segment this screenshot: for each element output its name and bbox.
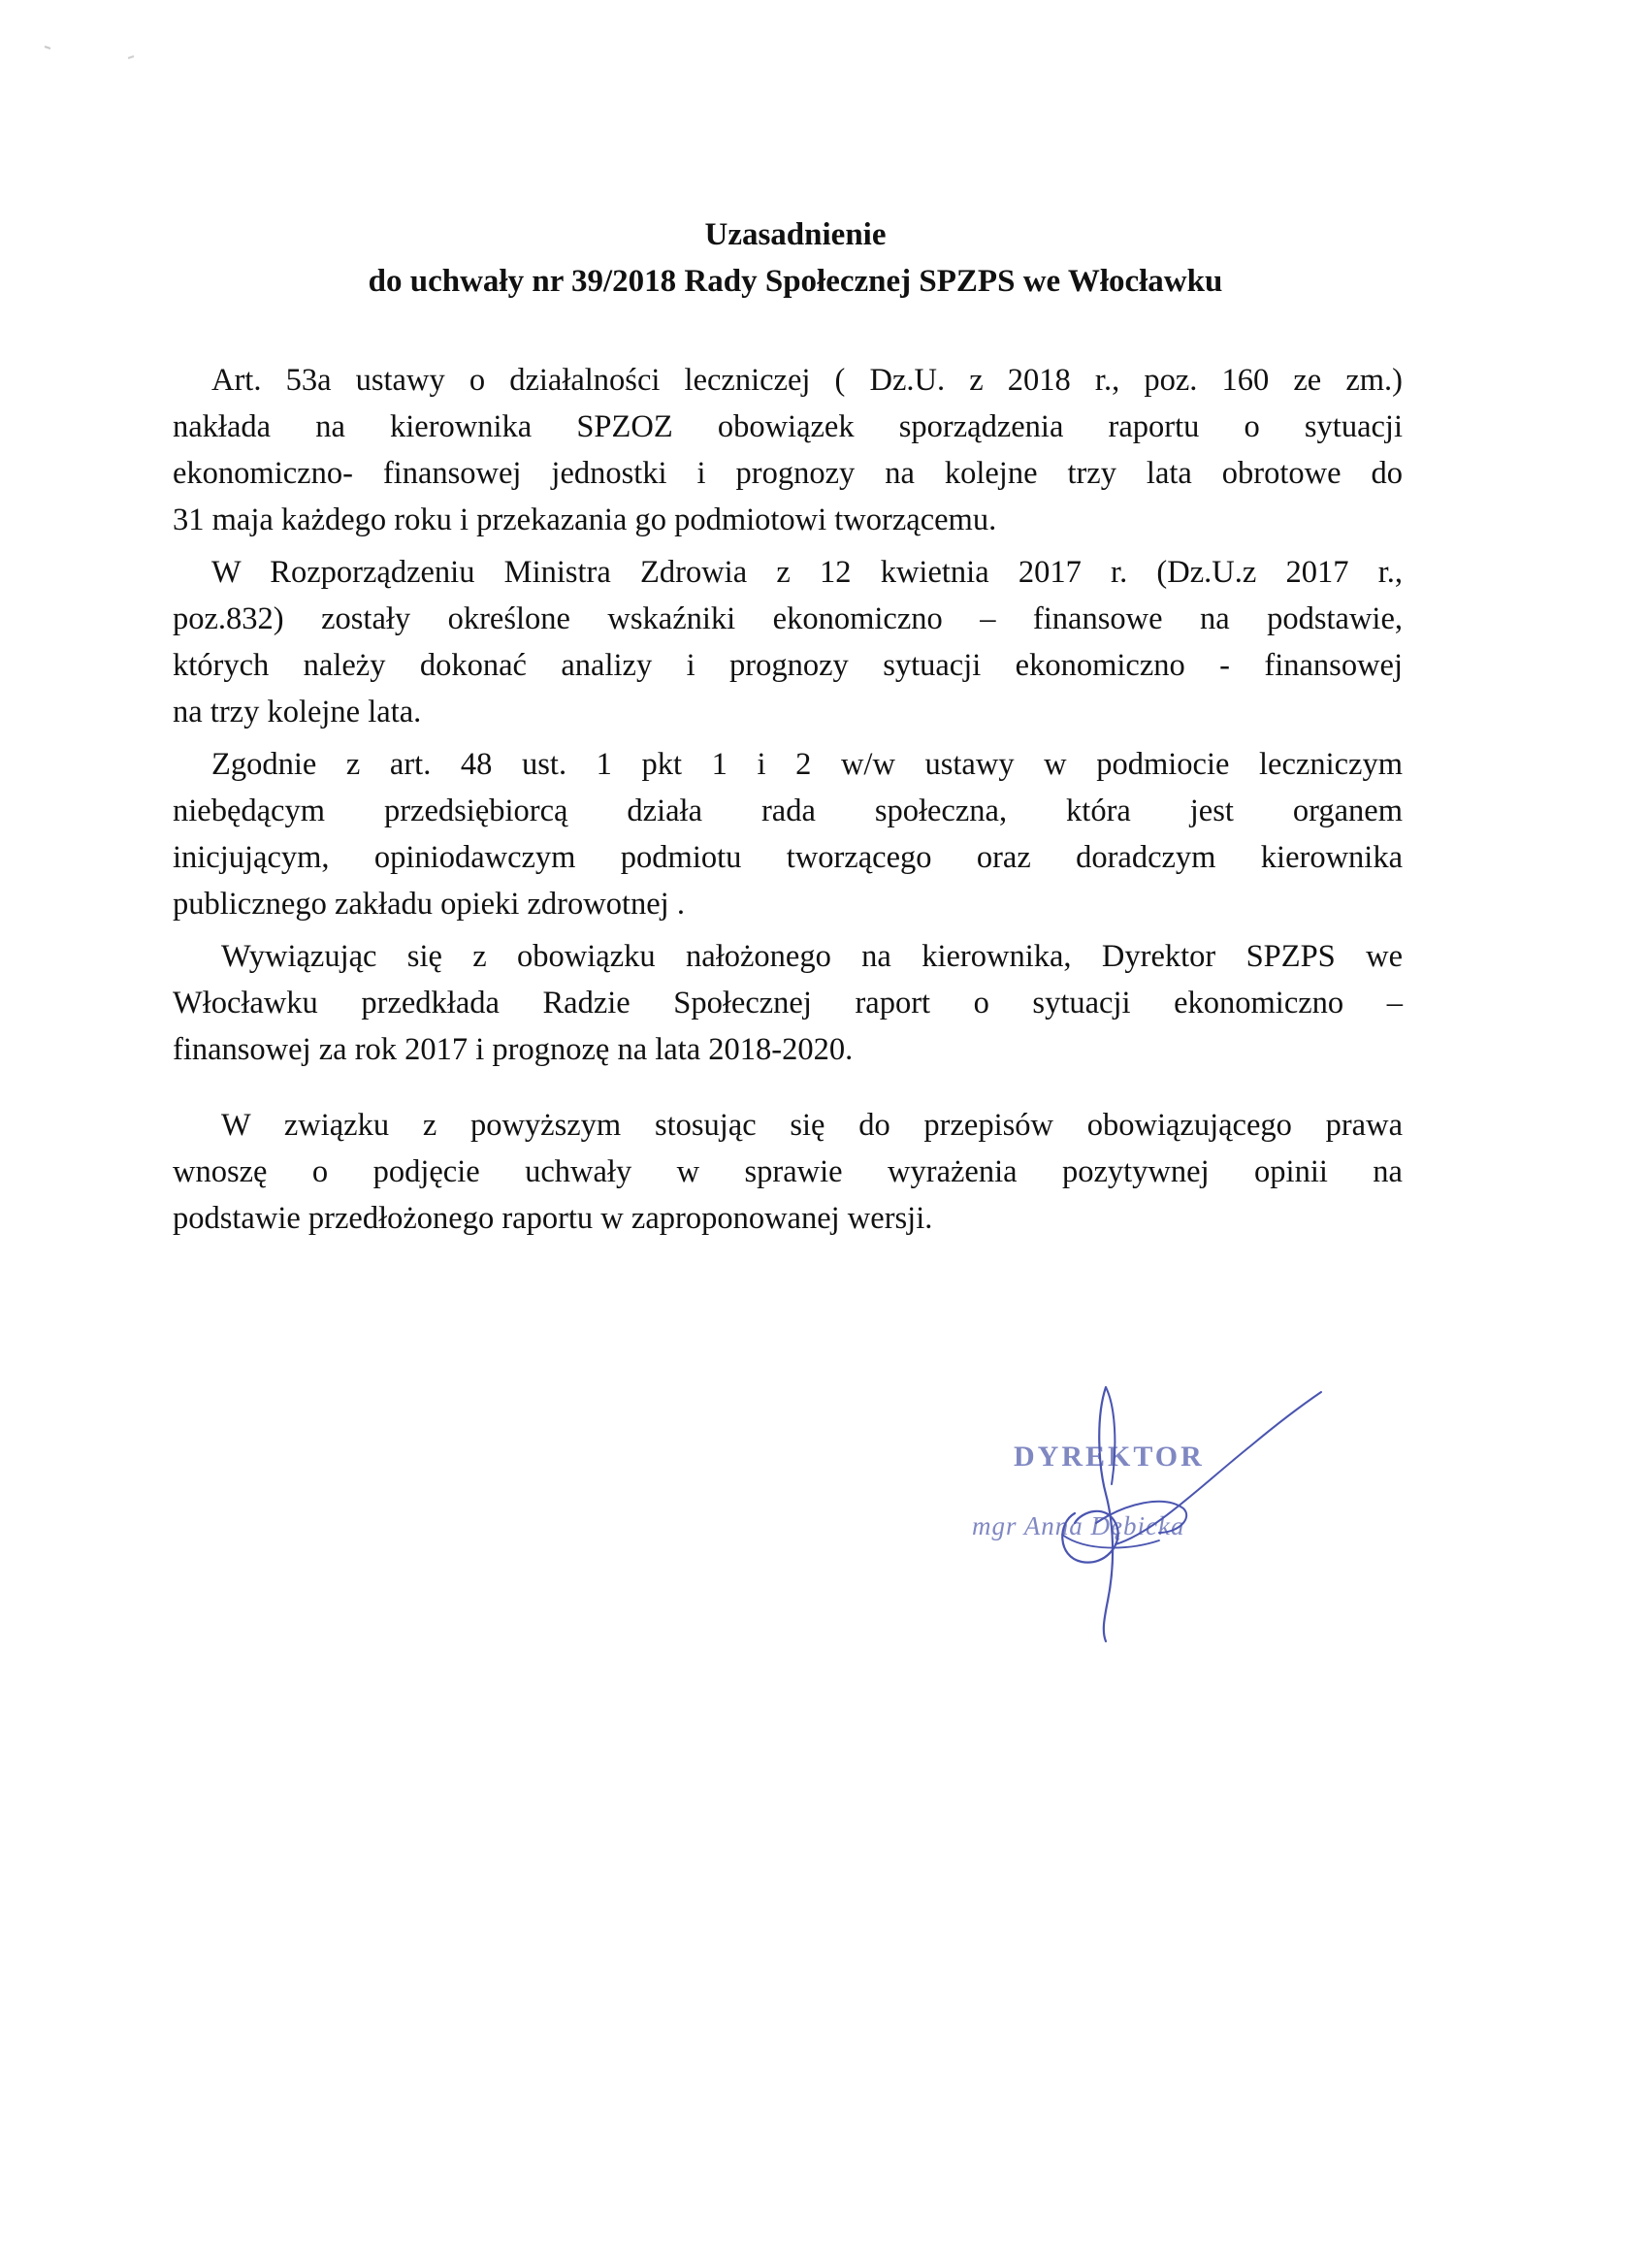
paragraph-line: Zgodnie z art. 48 ust. 1 pkt 1 i 2 w/w ustawy w podmiocie leczniczym bbox=[211, 747, 1403, 782]
document-subtitle: do uchwały nr 39/2018 Rady Społecznej SPZPS we Włocławku bbox=[368, 264, 1223, 299]
handwritten-signature bbox=[960, 1377, 1348, 1649]
paragraph-line: na trzy kolejne lata. bbox=[173, 695, 422, 729]
signature-block bbox=[960, 1377, 1348, 1649]
paragraph-line: podstawie przedłożonego raportu w zaproponowanej wersji. bbox=[173, 1201, 933, 1236]
document-title: Uzasadnienie bbox=[704, 217, 887, 252]
paragraph-line: wnoszę o podjęcie uchwały w sprawie wyrażenia pozytywnej opinii na bbox=[173, 1154, 1403, 1189]
paragraph-line: których należy dokonać analizy i prognozy sytuacji ekonomiczno - finansowej bbox=[173, 648, 1403, 683]
paragraph-line: 31 maja każdego roku i przekazania go podmiotowi tworzącemu. bbox=[173, 502, 997, 537]
scan-specks bbox=[39, 39, 155, 68]
stamp-name: mgr Anna Dębicka bbox=[972, 1511, 1185, 1540]
paragraph-line: Włocławku przedkłada Radzie Społecznej raport o sytuacji ekonomiczno – bbox=[173, 986, 1403, 1021]
paragraph-line: W Rozporządzeniu Ministra Zdrowia z 12 kwietnia 2017 r. (Dz.U.z 2017 r., bbox=[211, 555, 1403, 590]
stamp-title: DYREKTOR bbox=[1014, 1441, 1205, 1473]
paragraph-line: Art. 53a ustawy o działalności leczniczej ( Dz.U. z 2018 r., poz. 160 ze zm.) bbox=[211, 363, 1403, 398]
paragraph-line: nakłada na kierownika SPZOZ obowiązek sporządzenia raportu o sytuacji bbox=[173, 409, 1403, 444]
paragraph-line: niebędącym przedsiębiorcą działa rada społeczna, która jest organem bbox=[173, 794, 1403, 828]
paragraph-5 bbox=[173, 1102, 1403, 1242]
paragraph-line: finansowej za rok 2017 i prognozę na lata 2018-2020. bbox=[173, 1032, 854, 1067]
paragraph-line: ekonomiczno- finansowej jednostki i prognozy na kolejne trzy lata obrotowe do bbox=[173, 456, 1403, 491]
paragraph-line: Wywiązując się z obowiązku nałożonego na kierownika, Dyrektor SPZPS we bbox=[221, 939, 1403, 974]
paragraph-line: W związku z powyższym stosując się do przepisów obowiązującego prawa bbox=[221, 1108, 1403, 1143]
paragraph-line: poz.832) zostały określone wskaźniki ekonomiczno – finansowe na podstawie, bbox=[173, 601, 1403, 636]
paragraph-2 bbox=[173, 549, 1403, 735]
paragraph-line: publicznego zakładu opieki zdrowotnej . bbox=[173, 887, 685, 922]
paragraph-1 bbox=[173, 357, 1403, 543]
paragraph-4 bbox=[173, 933, 1403, 1073]
paragraph-line: inicjującym, opiniodawczym podmiotu tworzącego oraz doradczym kierownika bbox=[173, 840, 1403, 875]
heading bbox=[175, 211, 1416, 305]
paragraph-3 bbox=[173, 741, 1403, 927]
